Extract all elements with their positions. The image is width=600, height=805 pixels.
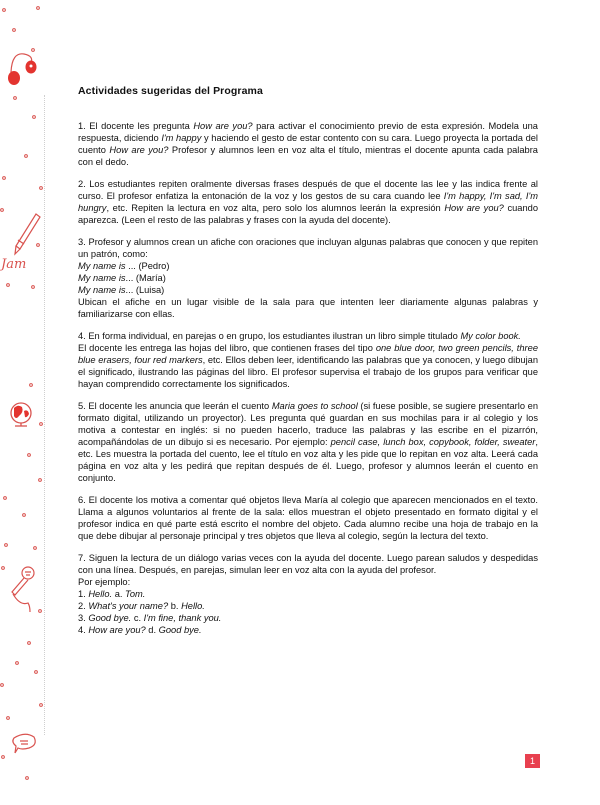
text-run: 5. El docente les anuncia que leerán el cuento bbox=[78, 400, 272, 411]
text-run: , etc. Les muestra la portada del cuento, lee el título en voz alta y les pide que lo repitan en voz alta. Leerá cada página en voz alta y les pedirá que repitan después de él. Luego, profesor y alumnos leerán el cuento en conjunto. bbox=[78, 437, 538, 484]
text-run: 1. El docente les pregunta bbox=[78, 121, 194, 131]
decorative-margin bbox=[0, 0, 60, 800]
text-run: 6. El docente los motiva a comentar qué objetos lleva María al colegio que aparecen mencionados en el texto. Llama a algunos voluntarios al frente de la sala: ellos muestran el objeto presentado en formato digital y el profesor indica en qué parte está escrito el nombre del objeto. Cada alumno recibe una hoja de trabajo en la que debe dibujar al personaje principal y tres objetos que lleva al colegio, según la lectura del texto. bbox=[78, 495, 538, 542]
english-phrase: How are you? bbox=[88, 625, 146, 636]
dialogue-item bbox=[78, 600, 538, 612]
globe-icon bbox=[11, 403, 31, 426]
english-phrase: Good bye. bbox=[158, 625, 202, 636]
english-phrase: My name is bbox=[78, 285, 126, 296]
page-number-badge: 1 bbox=[525, 754, 540, 768]
microphone-icon bbox=[12, 567, 34, 612]
english-phrase: Hello. bbox=[88, 589, 113, 600]
activity-7 bbox=[78, 552, 538, 637]
document-body bbox=[78, 120, 538, 646]
text-run: (si fuese posible, se sugiere presentarlo en formato digital, utilizando un proyector). Les pregunta qué guardan en sus mochilas para ir al colegio y los motiva a contestar en inglés: si no pueden hacerlo, traduce las palabras y las escribe en el pizarrón, acompañándolas de un dibujo si es necesario. Por ejemplo: bbox=[78, 400, 538, 448]
item-number: 2. bbox=[78, 601, 89, 612]
text-run: y haciendo el gesto de estar contento con su cara. Luego proyecta la portada del cuento bbox=[78, 133, 538, 156]
text-run: , etc. Repiten la lectura en voz alta, pero solo los alumnos leerán la expresión bbox=[106, 203, 445, 214]
text-run: 4. En forma individual, en parejas o en grupo, los estudiantes ilustran un libro simple titulado bbox=[78, 330, 461, 341]
item-letter: c. bbox=[131, 613, 144, 624]
text-run: , etc. Ellos deben leer, identificando las palabras que ya conocen, y luego dibujan el significado, ilustrando las páginas del libro. El profesor supervisa el trabajo de los grupos para verificar que hayan comprendido correctamente los significados. bbox=[78, 355, 538, 390]
item-number: 1. bbox=[78, 589, 89, 600]
english-phrase: What's your name? bbox=[88, 601, 169, 612]
dialogue-item bbox=[78, 588, 538, 600]
text-run: cuando aparezca. (Leen el resto de las palabras y frases con la ayuda del docente). bbox=[78, 203, 538, 226]
text-run: ... (María) bbox=[125, 273, 166, 284]
english-phrase: Tom. bbox=[125, 589, 146, 600]
text-run: 3. Profesor y alumnos crean un afiche con oraciones que incluyan algunas palabras que conocen y que repiten un patrón, como: bbox=[78, 236, 538, 259]
dialogue-item bbox=[78, 612, 538, 624]
item-number: 3. bbox=[78, 613, 89, 624]
english-phrase: pencil case, lunch box, copybook, folder, sweater bbox=[330, 437, 536, 448]
english-phrase: How are you? bbox=[193, 121, 253, 131]
text-run: Profesor y alumnos leen en voz alta el título, mientras el docente apunta cada palabra con el dedo. bbox=[78, 145, 538, 168]
example-line bbox=[78, 272, 538, 284]
activity-1 bbox=[78, 120, 538, 168]
page-title: Actividades sugeridas del Programa bbox=[78, 85, 263, 97]
english-phrase: Hello. bbox=[181, 601, 205, 612]
activity-6 bbox=[78, 494, 538, 542]
text-run: El docente les entrega las hojas del libro, que contienen frases del tipo bbox=[78, 343, 376, 353]
headphones-icon bbox=[8, 54, 37, 85]
dialogue-item bbox=[78, 624, 538, 636]
text-run: 2. Los estudiantes repiten oralmente diversas frases después de que el docente las lee y las indica frente al curso. El profesor enfatiza la entonación de la voz y los gestos de su cara cuando lee bbox=[78, 178, 538, 201]
activity-5 bbox=[78, 400, 538, 485]
english-phrase: My name is bbox=[78, 273, 126, 284]
jam-doodle: Jam bbox=[1, 257, 27, 272]
english-phrase: My color book. bbox=[460, 330, 521, 341]
english-phrase: one blue door, two green pencils, three blue erasers, four red markers bbox=[78, 343, 538, 366]
activity-3 bbox=[78, 236, 538, 321]
text-run: ... (Luisa) bbox=[125, 285, 165, 296]
pencil-icon bbox=[15, 214, 40, 254]
example-line bbox=[78, 260, 538, 272]
item-letter: b. bbox=[168, 601, 182, 612]
text-run: 7. Siguen la lectura de un diálogo varias veces con la ayuda del docente. Luego parean saludos y despedidas con una línea. Después, en parejas, simulan leer en voz alta con la ayuda del profesor. bbox=[78, 552, 538, 575]
text-run: Ubican el afiche en un lugar visible de la sala para que intenten leer diariamente algunas palabras y familiarizarse con ellas. bbox=[78, 297, 538, 320]
english-phrase: Good bye. bbox=[88, 613, 132, 624]
activity-2 bbox=[78, 178, 538, 226]
item-letter: a. bbox=[112, 589, 126, 600]
english-phrase: I'm happy, I'm sad, I'm hungry bbox=[78, 190, 539, 214]
example-label: Por ejemplo: bbox=[78, 577, 131, 588]
english-phrase: How are you? bbox=[109, 145, 169, 156]
item-number: 4. bbox=[78, 625, 89, 636]
text-run: ... (Pedro) bbox=[125, 260, 170, 271]
english-phrase: I'm fine, thank you. bbox=[143, 613, 222, 624]
english-phrase: I'm happy bbox=[161, 133, 202, 144]
english-phrase: My name is bbox=[78, 260, 126, 271]
english-phrase: How are you? bbox=[444, 203, 504, 214]
english-phrase: Maria goes to school bbox=[271, 400, 358, 411]
speech-bubble-icon bbox=[13, 734, 35, 753]
margin-rule bbox=[44, 95, 45, 735]
text-run: para activar el conocimiento previo de esta expresión. Modela una respuesta, diciendo bbox=[78, 121, 538, 144]
item-letter: d. bbox=[145, 625, 159, 636]
example-line bbox=[78, 284, 538, 296]
activity-4 bbox=[78, 330, 538, 390]
dot-pattern bbox=[1, 7, 43, 780]
